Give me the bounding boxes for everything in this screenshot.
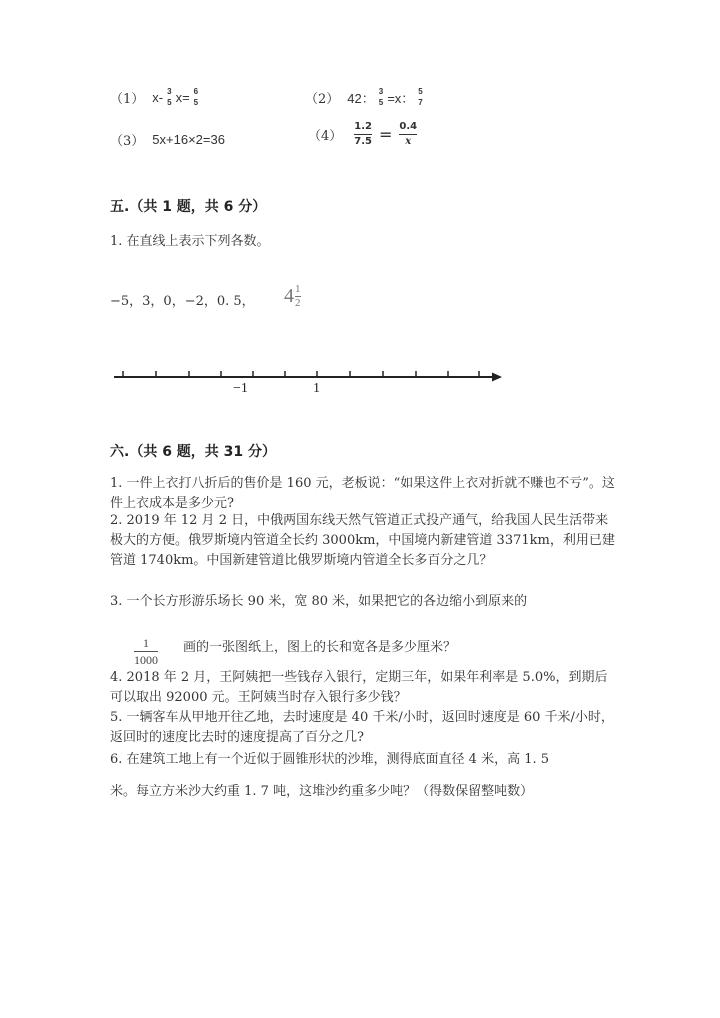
mixed-number: [284, 284, 305, 309]
section-6-question-1: 1. 一件上衣打八折后的售价是 160 元，老板说：“如果这件上衣对折就不赚也不亏”。这件上衣成本是多少元?: [110, 476, 615, 511]
equation-term: 42：: [347, 91, 375, 106]
fraction: [295, 284, 301, 309]
fraction-numerator: 1: [295, 283, 301, 295]
section-6-heading: 六.（共 6 题，共 31 分）: [110, 444, 277, 460]
fraction-numerator: 1: [143, 636, 149, 650]
fraction-denominator: 5: [193, 98, 199, 107]
section-6-question-6-line1: 6. 在建筑工地上有一个近似于圆锥形状的沙堆，测得底面直径 4 米，高 1. 5: [110, 752, 550, 767]
fraction-numerator: 3: [378, 87, 384, 96]
fraction: [399, 122, 417, 147]
fraction-denominator: 1000: [134, 653, 158, 667]
mixed-whole: 4: [284, 285, 294, 307]
fraction: [379, 88, 383, 107]
fraction-numerator: 3: [167, 87, 172, 96]
fraction-denominator: x: [405, 136, 412, 147]
equation-number: （1）: [110, 92, 145, 107]
fraction-denominator: 5: [167, 98, 172, 107]
equation-term: =x：: [387, 91, 415, 106]
fraction: [194, 88, 198, 107]
fraction-denominator: 5: [378, 98, 384, 107]
section-6-question-2: 2. 2019 年 12 月 2 日，中俄两国东线天然气管道正式投产通气，给我国人民生活带来极大的方便。俄罗斯境内管道全长约 3000km，中国境内新建管道 3371km，利用已建管道 1740km。中国新建管道比俄罗斯境内管道全长多百分之几？: [110, 513, 615, 568]
equals-sign: =: [379, 125, 393, 144]
fraction-denominator: 7.5: [354, 136, 372, 147]
equation-1: [110, 88, 202, 107]
section-5-heading: 五.（共 1 题，共 6 分）: [110, 199, 267, 215]
number-line: [110, 365, 510, 385]
number-line-label-neg1: −1: [233, 381, 248, 396]
equation-number: （2）: [305, 92, 340, 107]
equation-term: x-: [152, 90, 164, 105]
fraction: [354, 122, 372, 147]
equation-term: x=: [175, 90, 190, 105]
section-6-question-5: 5. 一辆客车从甲地开往乙地，去时速度是 40 千米/小时，返回时速度是 60 千米/小时，返回时的速度比去时的速度提高了百分之几?: [110, 710, 614, 745]
fraction: [134, 637, 158, 666]
section-5-question-1: 1. 在直线上表示下列各数。: [110, 234, 270, 249]
equation-2: [305, 88, 427, 107]
equation-number: （3）: [110, 134, 145, 149]
numbers-list: −5，3，0，−2，0. 5，: [110, 294, 255, 309]
fraction-numerator: 5: [418, 87, 423, 96]
fraction-numerator: 1.2: [354, 121, 372, 132]
fraction: [418, 88, 422, 107]
fraction-denominator: 2: [295, 297, 301, 309]
fraction-numerator: 0.4: [399, 121, 418, 132]
section-6-question-6-line2: 米。每立方米沙大约重 1. 7 吨，这堆沙约重多少吨？（得数保留整吨数）: [110, 784, 534, 799]
section-6-question-4: 4. 2018 年 2 月，王阿姨把一些钱存入银行，定期三年，如果年利率是 5.0%，到期后可以取出 92000 元。王阿姨当时存入银行多少钱？: [110, 670, 608, 705]
section-6-question-3-line1: 3. 一个长方形游乐场长 90 米，宽 80 米，如果把它的各边缩小到原来的: [110, 594, 528, 609]
fraction-numerator: 6: [193, 87, 199, 96]
section-6-question-3-line2: 画的一张图纸上，图上的长和宽各是多少厘米？: [183, 640, 457, 655]
fraction-denominator: 7: [418, 98, 423, 107]
equation-number: （4）: [308, 129, 343, 144]
equation-3: [110, 130, 225, 149]
q3-fraction: [130, 632, 162, 666]
equation-4: [308, 122, 421, 147]
number-line-label-1: 1: [313, 381, 320, 396]
fraction: [167, 88, 171, 107]
equation-expression: 5x+16×2=36: [152, 132, 225, 147]
